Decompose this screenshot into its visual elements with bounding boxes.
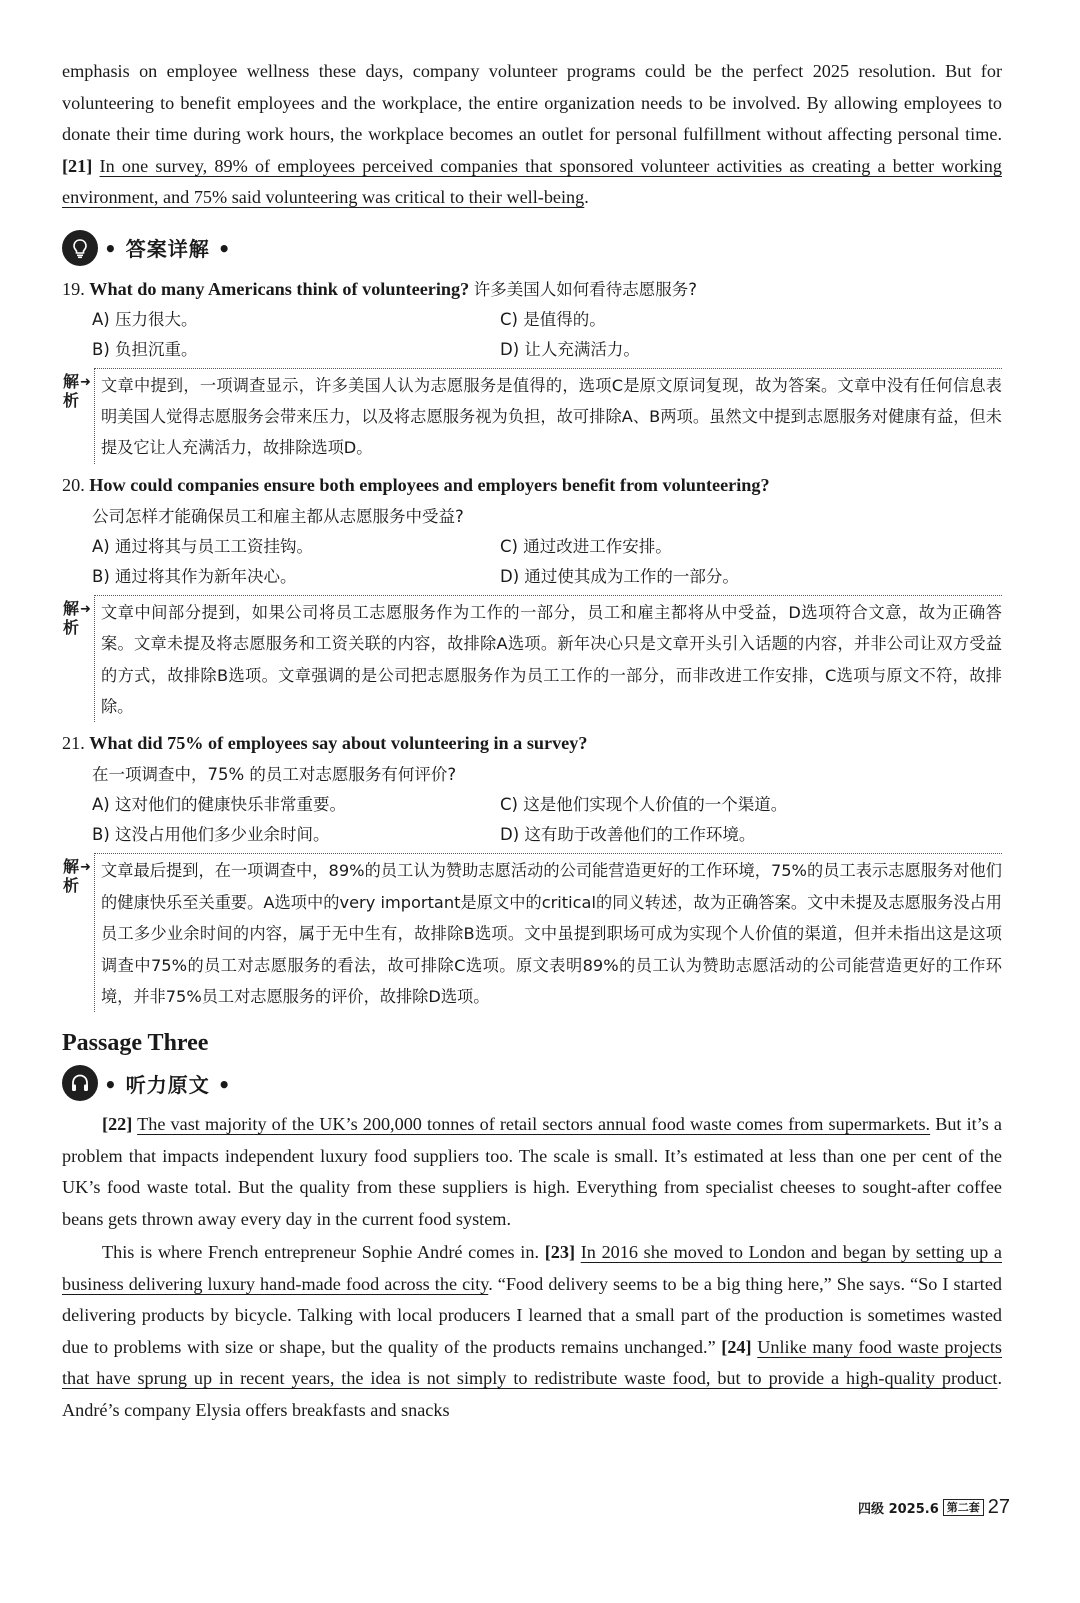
top-paragraph-end: . (584, 187, 589, 207)
explanation-box (62, 853, 1002, 1012)
transcript-section-header (62, 1063, 1002, 1103)
paragraph-text: . André’s company Elysia offers breakfasts and snacks (62, 1368, 1002, 1420)
underlined-answer-24: Unlike many food waste projects that have sprung up in recent years, the idea is not simply to redistribute waste food, but to provide a high-quality product (62, 1336, 1003, 1389)
question-english: What do many Americans think of volunteering? (89, 278, 470, 299)
footer-badge: 第二套 (943, 1499, 984, 1516)
page-footer (858, 1496, 1010, 1519)
question-line (62, 728, 1002, 759)
option-c: C) 是值得的。 (500, 309, 606, 329)
question-english: How could companies ensure both employees and employers benefit from volunteering? (89, 474, 770, 495)
explanation-label: 解析 ➜ (62, 857, 91, 896)
option-a: A) 通过将其与员工工资挂钩。 (92, 536, 313, 556)
question-tag-23: [23] (544, 1242, 576, 1263)
question-tag-21: [21] (62, 155, 93, 176)
arrow-icon: ➜ (80, 860, 91, 876)
question-tag-24: [24] (721, 1336, 752, 1357)
question-tag-22: [22] (102, 1114, 133, 1135)
lightbulb-icon (62, 230, 98, 266)
explanation-text: 文章中间部分提到，如果公司将员工志愿服务作为工作的一部分，员工和雇主都将从中受益，D选项符合文意，故为正确答案。文章未提及将志愿服务和工资关联的内容，故排除A选项。新年决心只是文章开头引入话题的内容，并非公司让双方受益的方式，故排除B选项。文章强调的是公司把志愿服务作为员工工作的一部分，而非改进工作安排，C选项与原文不符，故排除。 (94, 595, 1002, 723)
question-20 (62, 470, 1002, 723)
footer-label: 四级 2025.6 (858, 1502, 939, 1517)
underlined-answer-23: In 2016 she moved to London and began by setting up a business delivering luxury hand-made food across the city (62, 1242, 1002, 1294)
explanation-text: 文章最后提到，在一项调查中，89%的员工认为赞助志愿活动的公司能营造更好的工作环境，75%的员工表示志愿服务对他们的健康快乐至关重要。A选项中的very important是原文中的critical的同义转述，故为正确答案。文中未提及志愿服务没占用员工多少业余时间的内容，属于无中生有，故排除B选项。文中虽提到职场可成为实现个人价值的渠道，但并未指出这是这项调查中75%的员工对志愿服务的看法，故可排除C选项。原文表明89%的员工认为赞助志愿活动的公司能营造更好的工作环境，并非75%员工对志愿服务的评价，故排除D选项。 (94, 853, 1002, 1012)
option-b: B) 这没占用他们多少业余时间。 (92, 825, 330, 845)
answer-section-title: • 答案详解 • (104, 237, 232, 261)
question-number: 21. (62, 733, 85, 754)
answer-section-header (62, 228, 1002, 268)
option-d: D) 让人充满活力。 (500, 339, 640, 359)
option-c: C) 通过改进工作安排。 (500, 536, 672, 556)
transcript-paragraph-2 (62, 1237, 1002, 1426)
question-number: 19. (62, 278, 85, 299)
question-21 (62, 728, 1002, 1012)
options-grid (62, 790, 1002, 850)
option-a: A) 压力很大。 (92, 309, 198, 329)
top-paragraph (62, 56, 1002, 214)
explanation-box (62, 595, 1002, 723)
paragraph-text: . “Food delivery seems to be a big thing here,” She says. “So I started delivering products by bicycle. Talking with local producers I learned that a small part of the production is sometimes wasted due to problems with size or shape, but the quality of the products remains unchanged.” (62, 1273, 1002, 1357)
paragraph-text: But it’s a problem that impacts independent luxury food suppliers too. The scale is small. It’s estimated at less than one per cent of the UK’s food waste total. But the quality from these suppliers is high. Everything from specialist cheeses to sought-after coffee beans gets thrown away every day in the current food system. (62, 1114, 1003, 1229)
arrow-icon: ➜ (80, 374, 91, 390)
question-chinese: 许多美国人如何看待志愿服务? (473, 279, 698, 299)
option-d: D) 这有助于改善他们的工作环境。 (500, 825, 756, 845)
question-line (62, 274, 1002, 305)
paragraph-text: This is where French entrepreneur Sophie André comes in. (102, 1242, 545, 1263)
arrow-icon: ➜ (80, 601, 91, 617)
explanation-label: 解析 ➜ (62, 598, 91, 637)
question-number: 20. (62, 474, 85, 495)
question-chinese: 在一项调查中，75% 的员工对志愿服务有何评价? (92, 765, 457, 785)
question-19 (62, 274, 1002, 464)
underlined-answer-22: The vast majority of the UK’s 200,000 tonnes of retail sectors annual food waste comes from supermarkets. (137, 1114, 931, 1135)
explanation-box (62, 368, 1002, 464)
top-paragraph-text: emphasis on employee wellness these days, company volunteer programs could be the perfect 2025 resolution. But for volunteering to benefit employees and the workplace, the entire organization needs to be involved. By allowing employees to donate their time during work hours, the workplace becomes an outlet for personal fulfillment without affecting personal time. (62, 61, 1002, 144)
passage-title: Passage Three (62, 1030, 209, 1057)
option-b: B) 负担沉重。 (92, 339, 198, 359)
option-d: D) 通过使其成为工作的一部分。 (500, 566, 739, 586)
headphones-icon (62, 1065, 98, 1101)
page-number: 27 (987, 1496, 1010, 1518)
question-chinese: 公司怎样才能确保员工和雇主都从志愿服务中受益? (92, 506, 464, 526)
option-b: B) 通过将其作为新年决心。 (92, 566, 297, 586)
explanation-label: 解析 ➜ (62, 371, 91, 410)
question-line (62, 470, 1002, 501)
option-a: A) 这对他们的健康快乐非常重要。 (92, 795, 346, 815)
underlined-answer-21: In one survey, 89% of employees perceived companies that sponsored volunteer activities as creating a better working environment, and 75% said volunteering was critical to their well-being (62, 155, 1002, 207)
options-grid (62, 532, 1002, 592)
question-english: What did 75% of employees say about volunteering in a survey? (89, 733, 588, 754)
transcript-paragraph-1 (62, 1109, 1002, 1235)
options-grid (62, 305, 1002, 365)
page-content (62, 56, 1002, 1426)
option-c: C) 这是他们实现个人价值的一个渠道。 (500, 795, 788, 815)
transcript-section-title: • 听力原文 • (104, 1072, 232, 1097)
explanation-text: 文章中提到，一项调查显示，许多美国人认为志愿服务是值得的，选项C是原文原词复现，故为答案。文章中没有任何信息表明美国人觉得志愿服务会带来压力，以及将志愿服务视为负担，故可排除A、B两项。虽然文中提到志愿服务对健康有益，但未提及它让人充满活力，故排除选项D。 (94, 368, 1002, 464)
